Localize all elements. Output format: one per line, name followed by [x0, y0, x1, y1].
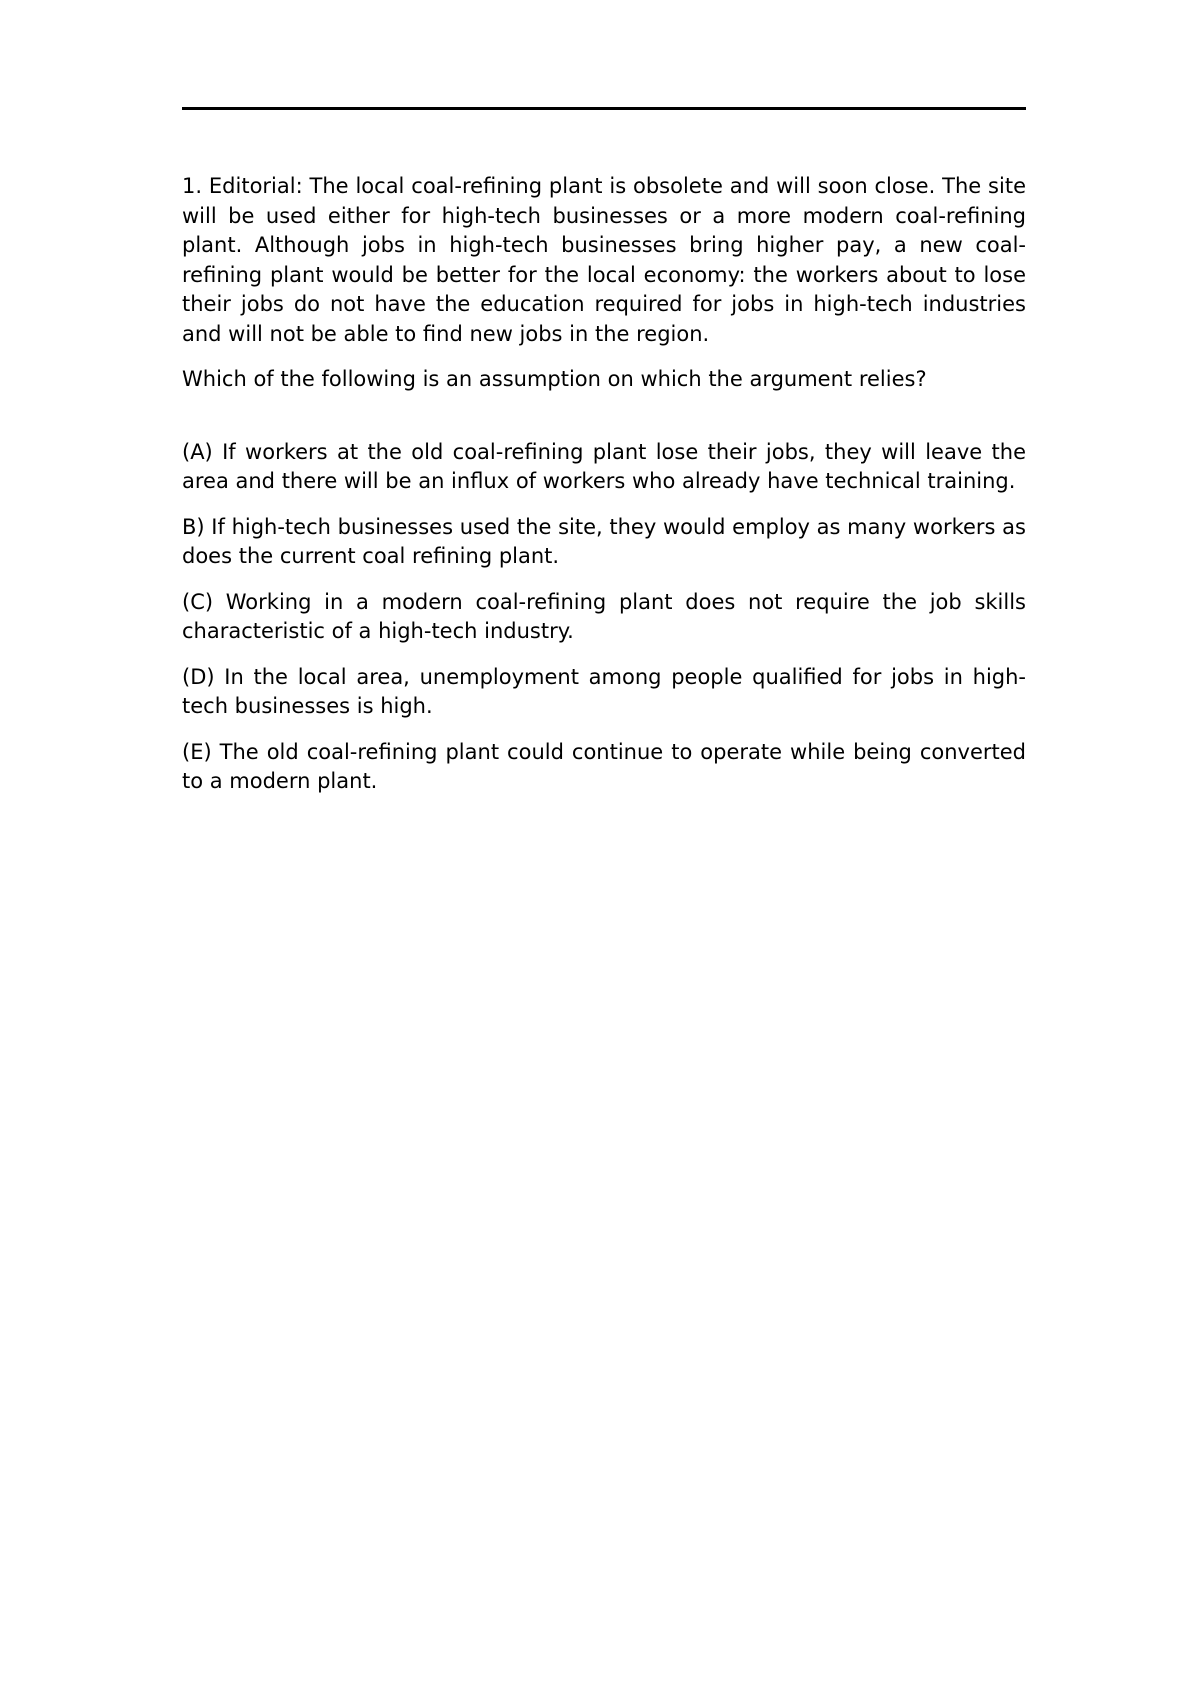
answer-option-b: B) If high-tech businesses used the site, they would employ as many workers as does the current coal refining plant. [182, 514, 1026, 568]
answer-option-e: (E) The old coal-refining plant could continue to operate while being converted to a modern plant. [182, 739, 1026, 793]
answer-option-d: (D) In the local area, unemployment among people qualified for jobs in high-tech businesses is high. [182, 664, 1026, 718]
question-stem: 1. Editorial: The local coal-refining plant is obsolete and will soon close. The site will be used either for high-tech businesses or a more modern coal-refining plant. Although jobs in high-tech businesses bring higher pay, a new coal-refining plant would be better for the local economy: the workers about to lose their jobs do not have the education required for jobs in high-tech industries and will not be able to find new jobs in the region. [182, 174, 1026, 346]
question-block [182, 172, 1026, 813]
question-prompt: Which of the following is an assumption on which the argument relies? [182, 367, 927, 391]
answer-option-a: (A) If workers at the old coal-refining plant lose their jobs, they will leave the area and there will be an influx of workers who already have technical training. [182, 439, 1026, 493]
header-rule [182, 107, 1026, 110]
answer-option-c: (C) Working in a modern coal-refining plant does not require the job skills characteristic of a high-tech industry. [182, 589, 1026, 643]
